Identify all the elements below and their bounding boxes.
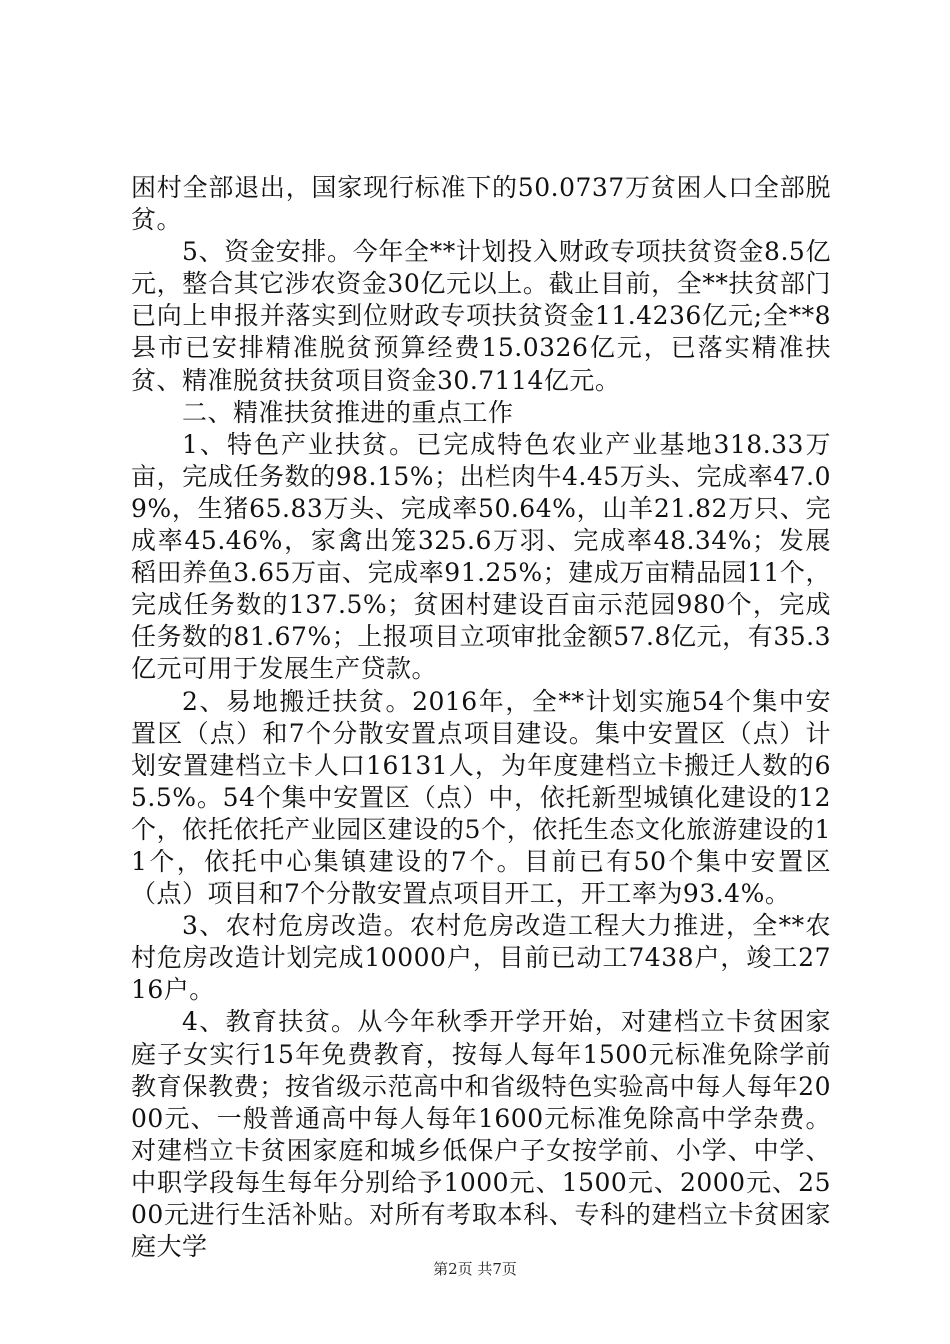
paragraph-housing: 3、农村危房改造。农村危房改造工程大力推进，全**农村危房改造计划完成10000户，目前已动工7438户，竣工2716户。 [131, 911, 831, 1005]
document-body [131, 172, 831, 1263]
paragraph-relocation: 2、易地搬迁扶贫。2016年，全**计划实施54个集中安置区（点）和7个分散安置点项目建设。集中安置区（点）计划安置建档立卡人口16131人，为年度建档立卡搬迁人数的65.5%。54个集中安置区（点）中，依托新型城镇化建设的12个，依托依托产业园区建设的5个，依托生态文化旅游建设的11个，依托中心集镇建设的7个。目前已有50个集中安置区（点）项目和7个分散安置点项目开工，开工率为93.4%。 [131, 686, 831, 909]
paragraph-continuation: 困村全部退出，国家现行标准下的50.0737万贫困人口全部脱贫。 [131, 173, 831, 235]
section-heading: 二、精准扶贫推进的重点工作 [182, 397, 514, 427]
paragraph-industry: 1、特色产业扶贫。已完成特色农业产业基地318.33万亩，完成任务数的98.15%；出栏肉牛4.45万头、完成率47.09%，生猪65.83万头、完成率50.64%，山羊21.82万只、完成率45.46%，家禽出笼325.6万羽、完成率48.34%；发展稻田养鱼3.65万亩、完成率91.25%；建成万亩精品园11个，完成任务数的137.5%；贫困村建设百亩示范园980个，完成任务数的81.67%；上报项目立项审批金额57.8亿元，有35.3亿元可用于发展生产贷款。 [131, 429, 831, 684]
paragraph-education: 4、教育扶贫。从今年秋季开学开始，对建档立卡贫困家庭子女实行15年免费教育，按每人每年1500元标准免除学前教育保教费；按省级示范高中和省级特色实验高中每人每年2000元、一般普通高中每人每年1600元标准免除高中学杂费。对建档立卡贫困家庭和城乡低保户子女按学前、小学、中学、中职学段每生每年分别给予1000元、1500元、2000元、2500元进行生活补贴。对所有考取本科、专科的建档立卡贫困家庭大学 [131, 1007, 831, 1262]
paragraph-funding: 5、资金安排。今年全**计划投入财政专项扶贫资金8.5亿元，整合其它涉农资金30亿元以上。截止目前，全**扶贫部门已向上申报并落实到位财政专项扶贫资金11.4236亿元;全**8县市已安排精准脱贫预算经费15.0326亿元，已落实精准扶贫、精准脱贫扶贫项目资金30.7114亿元。 [131, 237, 831, 395]
page-number-footer: 第2页 共7页 [433, 1260, 517, 1278]
